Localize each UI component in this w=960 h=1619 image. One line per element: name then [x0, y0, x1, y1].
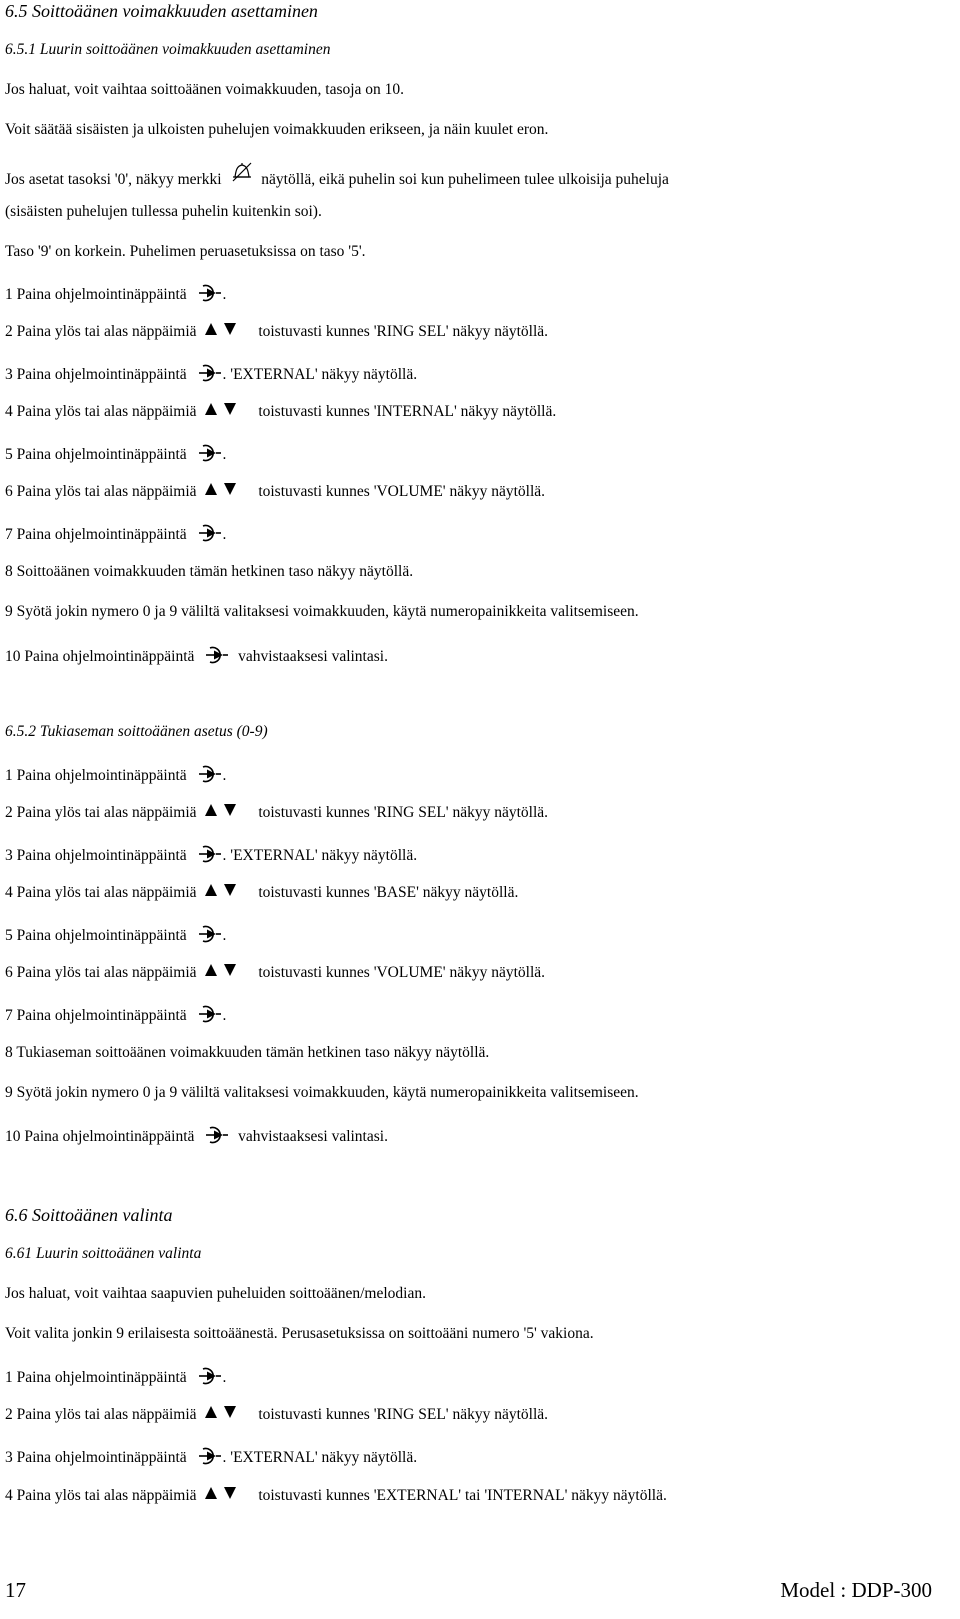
program-key-icon: [204, 1126, 230, 1144]
step: [5, 883, 518, 903]
step-text: vahvistaaksesi valintasi.: [238, 648, 388, 665]
paragraph-text: näytöllä, eikä puhelin soi kun puhelimeen tulee ulkoisija puheluja: [261, 171, 669, 188]
step: [5, 646, 388, 667]
subsection-title: 6.61 Luurin soittoäänen valinta: [5, 1245, 202, 1262]
program-key-icon: [204, 646, 230, 664]
step: [5, 845, 417, 866]
step-period: .: [222, 1007, 227, 1024]
step: [5, 284, 226, 305]
step: [5, 765, 226, 786]
model-label: Model : DDP-300: [780, 1578, 932, 1602]
up-down-arrows-icon: [204, 803, 240, 817]
step-text: 10 Paina ohjelmointinäppäintä: [5, 648, 195, 665]
step-text: toistuvasti kunnes 'VOLUME' näkyy näytöllä.: [258, 964, 546, 981]
step-period: .: [222, 286, 227, 303]
step-text: 4 Paina ylös tai alas näppäimiä: [5, 403, 197, 420]
program-key-icon: [197, 1367, 223, 1385]
step: [5, 925, 226, 946]
step: [5, 1126, 388, 1147]
program-key-icon: [197, 444, 223, 462]
step-period: .: [222, 526, 227, 543]
program-key-icon: [197, 925, 223, 943]
step: [5, 1005, 226, 1026]
step: [5, 1447, 417, 1468]
step: [5, 1367, 226, 1388]
step-text: toistuvasti kunnes 'BASE' näkyy näytöllä.: [258, 884, 519, 901]
step: [5, 364, 417, 385]
step: 9 Syötä jokin nymero 0 ja 9 väliltä valitaksesi voimakkuuden, käytä numeropainikkeita valitsemiseen.: [5, 1084, 639, 1101]
step-text: 2 Paina ylös tai alas näppäimiä: [5, 804, 197, 821]
up-down-arrows-icon: [204, 322, 240, 336]
step-text: 10 Paina ohjelmointinäppäintä: [5, 1128, 195, 1145]
step-text: 6 Paina ylös tai alas näppäimiä: [5, 483, 197, 500]
step: [5, 402, 556, 422]
bell-off-icon: [231, 162, 253, 182]
step-text: 2 Paina ylös tai alas näppäimiä: [5, 1406, 197, 1423]
step-text: 4 Paina ylös tai alas näppäimiä: [5, 884, 197, 901]
program-key-icon: [197, 1447, 223, 1465]
up-down-arrows-icon: [204, 883, 240, 897]
step-text: toistuvasti kunnes 'RING SEL' näkyy näytöllä.: [258, 323, 549, 340]
step-text: toistuvasti kunnes 'RING SEL' näkyy näytöllä.: [258, 804, 549, 821]
step-text: 6 Paina ylös tai alas näppäimiä: [5, 964, 197, 981]
step-text: 1 Paina ohjelmointinäppäintä: [5, 767, 187, 784]
step-text: 1 Paina ohjelmointinäppäintä: [5, 286, 187, 303]
section-title: 6.6 Soittoäänen valinta: [5, 1205, 173, 1225]
paragraph: Voit säätää sisäisten ja ulkoisten puhelujen voimakkuuden erikseen, ja näin kuulet eron.: [5, 121, 549, 138]
program-key-icon: [197, 765, 223, 783]
paragraph: Jos haluat, voit vaihtaa soittoäänen voimakkuuden, tasoja on 10.: [5, 81, 405, 98]
program-key-icon: [197, 284, 223, 302]
step: [5, 482, 545, 502]
step: [5, 1486, 667, 1506]
step: [5, 524, 226, 545]
step: 8 Soittoäänen voimakkuuden tämän hetkinen taso näkyy näytöllä.: [5, 563, 414, 580]
step-text: 7 Paina ohjelmointinäppäintä: [5, 1007, 187, 1024]
program-key-icon: [197, 1005, 223, 1023]
step-text: toistuvasti kunnes 'RING SEL' näkyy näytöllä.: [258, 1406, 549, 1423]
paragraph-text: Jos asetat tasoksi '0', näkyy merkki: [5, 171, 222, 188]
step-period: .: [222, 767, 227, 784]
step-text: . 'EXTERNAL' näkyy näytöllä.: [222, 366, 418, 383]
step: [5, 1405, 548, 1425]
paragraph: (sisäisten puhelujen tullessa puhelin kuitenkin soi).: [5, 203, 322, 220]
up-down-arrows-icon: [204, 482, 240, 496]
up-down-arrows-icon: [204, 402, 240, 416]
step-period: .: [222, 446, 227, 463]
step: [5, 322, 548, 342]
paragraph: Voit valita jonkin 9 erilaisesta soittoäänestä. Perusasetuksissa on soittoääni numero '5' vakiona.: [5, 1325, 594, 1342]
step-period: .: [222, 927, 227, 944]
step: [5, 963, 545, 983]
step: 9 Syötä jokin nymero 0 ja 9 väliltä valitaksesi voimakkuuden, käytä numeropainikkeita valitsemiseen.: [5, 603, 639, 620]
page-number: 17: [5, 1578, 26, 1602]
step: 8 Tukiaseman soittoäänen voimakkuuden tämän hetkinen taso näkyy näytöllä.: [5, 1044, 490, 1061]
paragraph: Taso '9' on korkein. Puhelimen peruasetuksissa on taso '5'.: [5, 243, 366, 260]
step-text: 5 Paina ohjelmointinäppäintä: [5, 446, 187, 463]
step-text: . 'EXTERNAL' näkyy näytöllä.: [222, 1449, 418, 1466]
step-text: 1 Paina ohjelmointinäppäintä: [5, 1369, 187, 1386]
program-key-icon: [197, 524, 223, 542]
step-period: .: [222, 1369, 227, 1386]
up-down-arrows-icon: [204, 1486, 240, 1500]
step-text: 3 Paina ohjelmointinäppäintä: [5, 847, 187, 864]
step-text: toistuvasti kunnes 'INTERNAL' näkyy näytöllä.: [258, 403, 557, 420]
step-text: toistuvasti kunnes 'VOLUME' näkyy näytöllä.: [258, 483, 546, 500]
up-down-arrows-icon: [204, 963, 240, 977]
step: [5, 444, 226, 465]
step-text: . 'EXTERNAL' näkyy näytöllä.: [222, 847, 418, 864]
up-down-arrows-icon: [204, 1405, 240, 1419]
step-text: 3 Paina ohjelmointinäppäintä: [5, 366, 187, 383]
subsection-title: 6.5.1 Luurin soittoäänen voimakkuuden asettaminen: [5, 41, 331, 58]
step-text: vahvistaaksesi valintasi.: [238, 1128, 388, 1145]
step-text: 3 Paina ohjelmointinäppäintä: [5, 1449, 187, 1466]
step-text: 4 Paina ylös tai alas näppäimiä: [5, 1487, 197, 1504]
program-key-icon: [197, 845, 223, 863]
step-text: 7 Paina ohjelmointinäppäintä: [5, 526, 187, 543]
step-text: 5 Paina ohjelmointinäppäintä: [5, 927, 187, 944]
paragraph: Jos haluat, voit vaihtaa saapuvien puheluiden soittoäänen/melodian.: [5, 1285, 426, 1302]
step-text: toistuvasti kunnes 'EXTERNAL' tai 'INTERNAL' näkyy näytöllä.: [258, 1487, 667, 1504]
section-title: 6.5 Soittoäänen voimakkuuden asettaminen: [5, 1, 318, 21]
step: [5, 803, 548, 823]
step-text: 2 Paina ylös tai alas näppäimiä: [5, 323, 197, 340]
subsection-title: 6.5.2 Tukiaseman soittoäänen asetus (0-9): [5, 723, 268, 740]
program-key-icon: [197, 364, 223, 382]
paragraph: [5, 162, 669, 190]
